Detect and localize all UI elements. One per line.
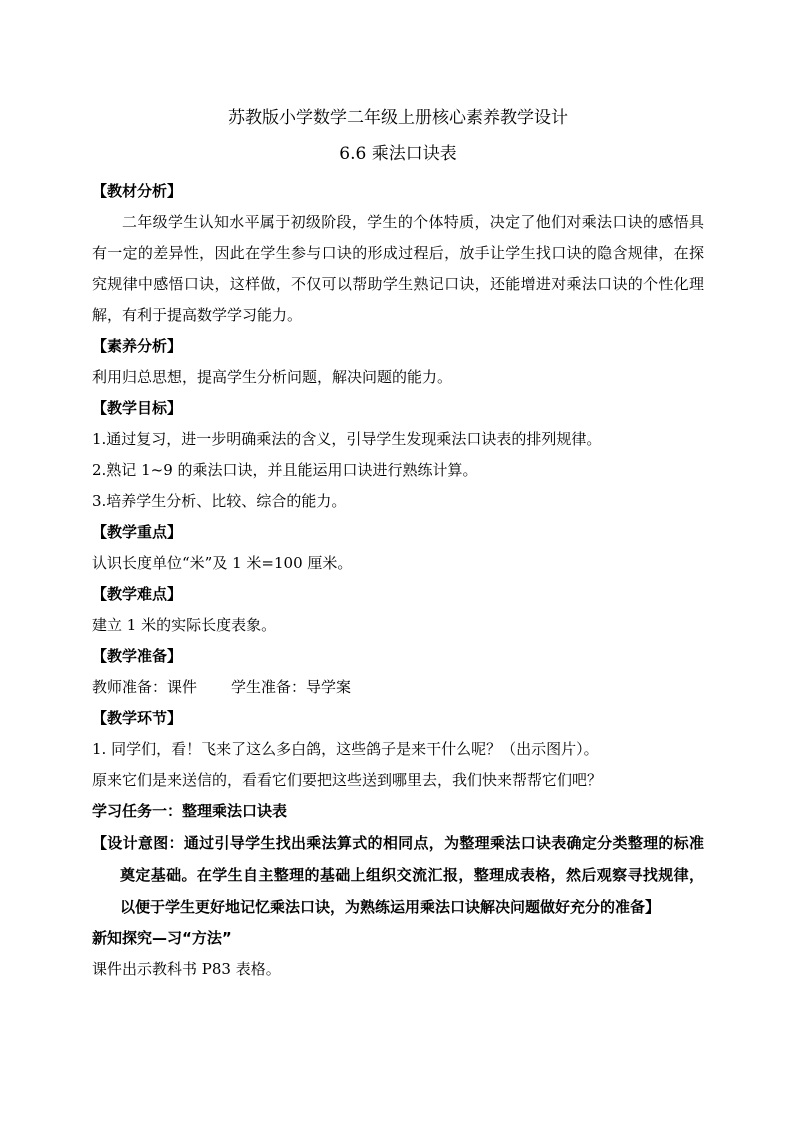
objective-item: 3.培养学生分析、比较、综合的能力。 <box>92 492 347 510</box>
objective-item: 1.通过复习，进一步明确乘法的含义，引导学生发现乘法口诀表的排列规律。 <box>92 430 602 448</box>
preparation-body <box>92 672 704 703</box>
learning-task-1: 学习任务一：整理乘法口诀表 <box>92 802 288 820</box>
new-knowledge-explore: 新知探究—习“方法” <box>92 929 232 947</box>
student-preparation: 学生准备：导学案 <box>231 678 352 696</box>
design-intent: 【设计意图：通过引导学生找出乘法算式的相同点，为整理乘法口诀表确定分类整理的标准奠定基础。在学生自主整理的基础上组织交流汇报，整理成表格，然后观察寻找规律，以便于学生更好地记忆乘法口诀，为熟练运用乘法口诀解决问题做好充分的准备】 <box>92 834 704 916</box>
document-page <box>92 100 704 985</box>
lesson-title: 6.6 乘法口诀表 <box>339 144 457 164</box>
heading-key-points: 【教学重点】 <box>92 523 183 541</box>
document-title: 苏教版小学数学二年级上册核心素养教学设计 <box>228 108 568 128</box>
heading-objectives: 【教学目标】 <box>92 399 183 417</box>
heading-preparation: 【教学准备】 <box>92 647 183 665</box>
heading-literacy-analysis: 【素养分析】 <box>92 337 183 355</box>
literacy-analysis-body: 利用归总思想，提高学生分析问题，解决问题的能力。 <box>92 368 453 386</box>
objective-item: 2.熟记 1~9 的乘法口诀，并且能运用口诀进行熟练计算。 <box>92 461 478 479</box>
courseware-note: 课件出示教科书 P83 表格。 <box>92 960 281 978</box>
teacher-preparation: 教师准备：课件 <box>92 678 198 696</box>
key-points-body: 认识长度单位“米”及 1 米=100 厘米。 <box>92 554 353 572</box>
difficulties-body: 建立 1 米的实际长度表象。 <box>92 616 277 634</box>
textbook-analysis-body: 二年级学生认知水平属于初级阶段，学生的个体特质，决定了他们对乘法口诀的感悟具有一定的差异性，因此在学生参与口诀的形成过程后，放手让学生找口诀的隐含规律，在探究规律中感悟口诀，这样做，不仅可以帮助学生熟记口诀，还能增进对乘法口诀的个性化理解，有利于提高数学学习能力。 <box>92 213 704 324</box>
heading-process: 【教学环节】 <box>92 709 183 727</box>
heading-textbook-analysis: 【教材分析】 <box>92 182 183 200</box>
heading-difficulties: 【教学难点】 <box>92 585 183 603</box>
process-line-1: 1. 同学们，看！飞来了这么多白鸽，这些鸽子是来干什么呢？（出示图片）。 <box>92 740 599 758</box>
process-line-2: 原来它们是来送信的，看看它们要把这些送到哪里去，我们快来帮帮它们吧？ <box>92 771 603 789</box>
